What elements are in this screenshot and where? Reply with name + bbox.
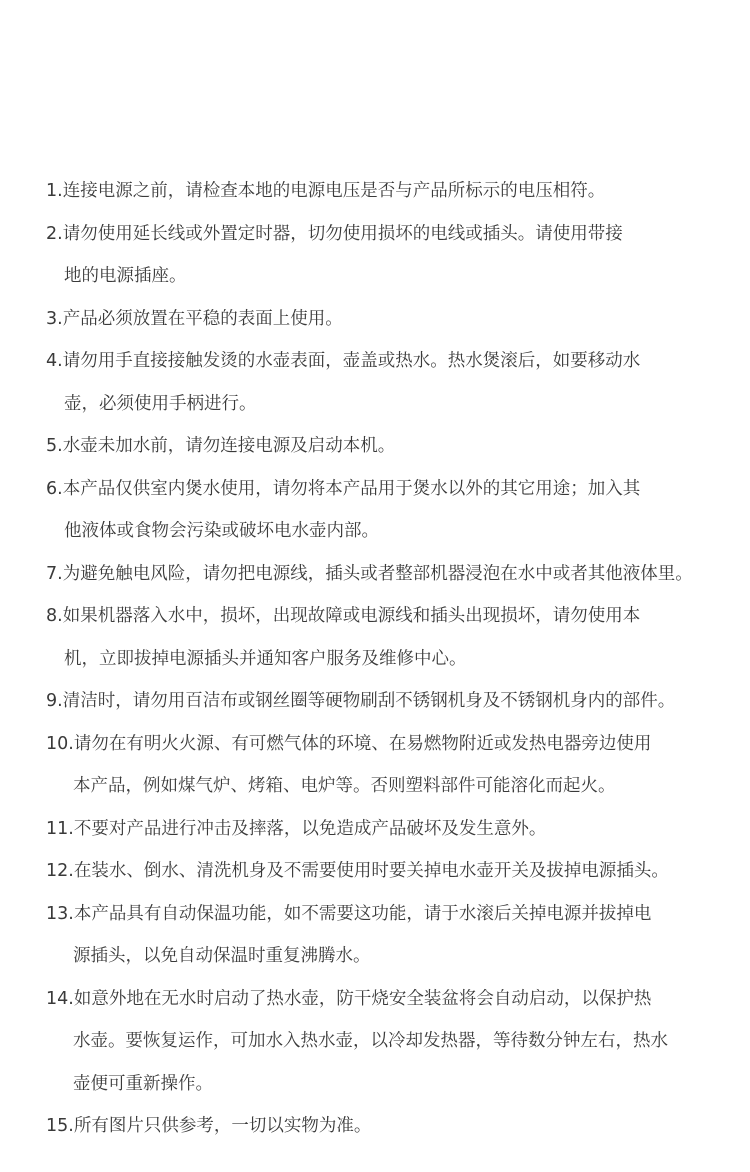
notice-first-line <box>46 723 726 766</box>
notice-number: 9. <box>46 691 63 711</box>
notice-item <box>46 170 726 213</box>
notice-item <box>46 298 726 341</box>
notice-number: 14. <box>46 988 74 1009</box>
notice-first-line <box>46 425 726 468</box>
notice-item <box>46 213 726 298</box>
notice-text: 不要对产品进行冲击及摔落，以免造成产品破坏及发生意外。 <box>73 818 547 839</box>
notice-item <box>46 1105 726 1148</box>
notice-first-line <box>46 298 726 341</box>
notice-item <box>46 468 726 553</box>
notice-number: 5. <box>46 436 63 456</box>
notice-number: 13. <box>46 903 74 924</box>
notice-first-line <box>46 1105 726 1148</box>
notice-continuation-text: 机，立即拔掉电源插头并通知客户服务及维修中心。 <box>64 648 467 669</box>
notice-number: 1. <box>46 181 63 201</box>
notice-first-line <box>46 893 726 936</box>
notice-continuation-text: 地的电源插座。 <box>64 266 187 286</box>
notice-text: 在装水、倒水、清洗机身及不需要使用时要关掉电水壶开关及拔掉电源插头。 <box>73 861 669 881</box>
notice-item <box>46 680 726 723</box>
notice-text: 如果机器落入水中，损坏，出现故障或电源线和插头出现损坏，请勿使用本 <box>62 606 641 626</box>
notice-text: 清洁时，请勿用百洁布或钢丝圈等硬物刷刮不锈钢机身及不锈钢机身内的部件。 <box>62 691 676 711</box>
notice-text: 本产品具有自动保温功能，如不需要这功能，请于水滚后关掉电源并拔掉电 <box>73 903 652 924</box>
notice-first-line <box>46 595 726 638</box>
notice-first-line <box>46 170 726 213</box>
notice-item <box>46 978 726 1106</box>
notice-list <box>46 170 726 1148</box>
notice-number: 8. <box>46 606 63 626</box>
notice-first-line <box>46 213 726 256</box>
notice-continuation-text: 壶，必须使用手柄进行。 <box>64 393 257 414</box>
notice-number: 12. <box>46 861 74 881</box>
notice-continuation-text: 水壶。要恢复运作，可加水入热水壶，以冷却发热器，等待数分钟左右，热水 <box>73 1031 668 1051</box>
notice-text: 产品必须放置在平稳的表面上使用。 <box>62 308 343 329</box>
notice-first-line <box>46 808 726 851</box>
notice-first-line <box>46 680 726 723</box>
notice-continuation-text: 本产品，例如煤气炉、烤箱、电炉等。否则塑料部件可能溶化而起火。 <box>73 776 616 796</box>
notice-number: 11. <box>46 818 74 839</box>
notice-item <box>46 595 726 680</box>
notice-continuation-text: 壶便可重新操作。 <box>73 1073 213 1094</box>
notice-item <box>46 808 726 851</box>
notice-number: 10. <box>46 733 74 754</box>
notice-number: 15. <box>46 1116 74 1136</box>
notice-text: 请勿用手直接接触发烫的水壶表面，壶盖或热水。热水煲滚后，如要移动水 <box>62 351 641 371</box>
notice-first-line <box>46 553 726 596</box>
notice-item <box>46 850 726 893</box>
notice-item <box>46 340 726 425</box>
notice-text: 连接电源之前，请检查本地的电源电压是否与产品所标示的电压相符。 <box>62 181 606 201</box>
notice-first-line <box>46 468 726 511</box>
notice-item <box>46 425 726 468</box>
notice-text: 水壶未加水前，请勿连接电源及启动本机。 <box>62 436 396 456</box>
notice-text: 为避免触电风险，请勿把电源线，插头或者整部机器浸泡在水中或者其他液体里。 <box>62 563 693 584</box>
notice-continuation-text: 源插头，以免自动保温时重复沸腾水。 <box>73 946 371 966</box>
notice-item <box>46 553 726 596</box>
notice-text: 请勿在有明火火源、有可燃气体的环境、在易燃物附近或发热电器旁边使用 <box>73 733 652 754</box>
notice-first-line <box>46 340 726 383</box>
notice-text: 本产品仅供室内煲水使用，请勿将本产品用于煲水以外的其它用途；加入其 <box>62 478 641 499</box>
notice-item <box>46 723 726 808</box>
notice-text: 所有图片只供参考，一切以实物为准。 <box>73 1116 372 1136</box>
notice-number: 4. <box>46 351 63 371</box>
notice-text: 请勿使用延长线或外置定时器，切勿使用损坏的电线或插头。请使用带接 <box>62 223 623 244</box>
notice-text: 如意外地在无水时启动了热水壶，防干烧安全装盆将会自动启动，以保护热 <box>73 988 652 1009</box>
notice-number: 3. <box>46 308 63 329</box>
notice-first-line <box>46 978 726 1021</box>
notice-first-line <box>46 850 726 893</box>
notice-continuation-text: 他液体或食物会污染或破坏电水壶内部。 <box>64 521 379 541</box>
notice-number: 6. <box>46 478 63 499</box>
notice-number: 2. <box>46 223 63 244</box>
notice-number: 7. <box>46 563 63 584</box>
notice-item <box>46 893 726 978</box>
